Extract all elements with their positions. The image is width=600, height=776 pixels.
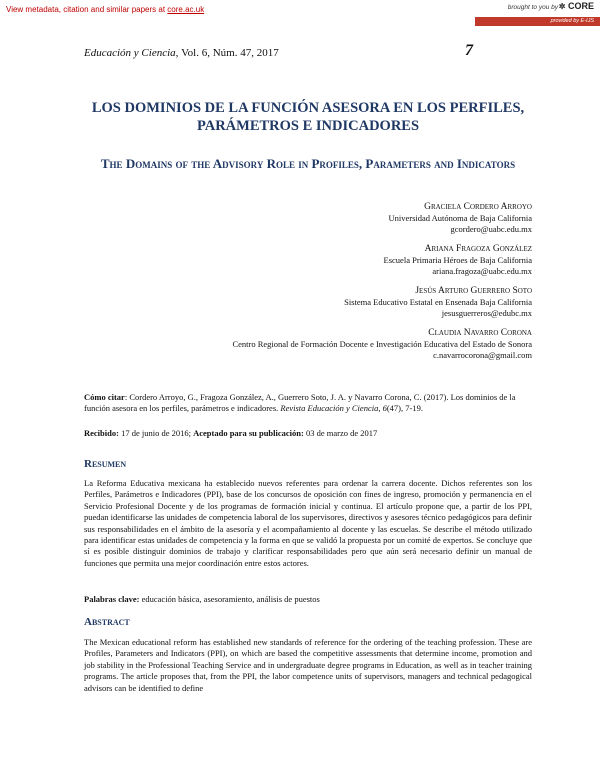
core-metadata-link[interactable]: View metadata, citation and similar papers at core.ac.uk [6, 5, 205, 14]
running-head [84, 47, 279, 59]
core-logo[interactable]: ✲ CORE [558, 1, 594, 11]
citation [84, 392, 532, 414]
core-logo-icon: ✲ [558, 2, 566, 11]
provided-by-label: provided by E-IJS [475, 17, 600, 26]
author-block [150, 286, 532, 319]
citation-text-a: : Cordero Arroyo, G., Fragoza González, A., Guerrero Soto, J. A. y Navarro Corona, C. (2017). Los dominios de la función asesora en los perfiles, parámetros e indicadores. [84, 392, 516, 413]
title-spanish: LOS DOMINIOS DE LA FUNCIÓN ASESORA EN LOS PERFILES, PARÁMETROS E INDICADORES [91, 100, 525, 134]
brought-by-label: brought to you by [507, 4, 558, 11]
author-affiliation: Escuela Primaria Héroes de Baja California [383, 255, 532, 265]
author-name: Graciela Cordero Arroyo [424, 202, 532, 212]
journal-volume: Vol. 6, Núm. 47, 2017 [181, 47, 279, 59]
abstract-text: The Mexican educational reform has established new standards of reference for the ordering of the teaching profession. These are Profiles, Parameters and Indicators (PPI), on which are based the competitive assessments that determine income, promotion and job stability in the Professional Teaching Service and in undergraduate degree programs in Education, as well as in teacher training programs. The article proposes that, from the PPI, the labor competence units of supervisors, managers and technical pedagogical advisors can be identified to define [84, 637, 532, 693]
author-name: Claudia Navarro Corona [428, 328, 532, 338]
author-affiliation: Universidad Autónoma de Baja California [388, 213, 532, 223]
core-banner [0, 0, 600, 28]
citation-text-b: (47), 7-19. [386, 403, 423, 413]
dates-line [84, 428, 532, 438]
author-list [150, 202, 532, 370]
accepted-label: Aceptado para su publicación: [193, 428, 304, 438]
accepted-date: 03 de marzo de 2017 [305, 428, 378, 438]
author-affiliation: Sistema Educativo Estatal en Ensenada Baja California [344, 297, 532, 307]
citation-journal: Revista Educación y Ciencia, 6 [280, 403, 387, 413]
author-email[interactable]: jesusguerreros@edubc.mx [441, 308, 532, 318]
keywords-label: Palabras clave: [84, 594, 140, 604]
author-email[interactable]: ariana.fragoza@uabc.edu.mx [432, 266, 532, 276]
journal-name: Educación y Ciencia, [84, 47, 179, 59]
author-block [150, 328, 532, 361]
author-name: Jesús Arturo Guerrero Soto [415, 286, 532, 296]
keywords-text: educación básica, asesoramiento, análisis de puestos [141, 594, 320, 604]
author-block [150, 202, 532, 235]
received-date: 17 de junio de 2016; [121, 428, 191, 438]
author-name: Ariana Fragoza González [424, 244, 532, 254]
page-number: 7 [465, 42, 473, 59]
citation-label: Cómo citar [84, 392, 125, 402]
title-english: The Domains of the Advisory Role in Profiles, Parameters and Indicators [100, 156, 516, 171]
author-email[interactable]: c.navarrocorona@gmail.com [433, 350, 532, 360]
received-label: Recibido: [84, 428, 119, 438]
author-block [150, 244, 532, 277]
resumen-heading: Resumen [84, 458, 127, 470]
abstract-heading: Abstract [84, 616, 130, 628]
author-email[interactable]: gcordero@uabc.edu.mx [450, 224, 532, 234]
resumen-text: La Reforma Educativa mexicana ha establecido nuevos referentes para ordenar la carrera docente. Dichos referentes son los Perfiles, Parámetros e Indicadores (PPI), base de los concursos de oposición con fines de ingreso, promoción y permanencia en el Servicio Profesional Docente y de los programas de formación inicial y continua. El artículo propone que, a partir de los PPI, puedan identificarse las unidades de competencia laboral de los supervisores, directivos y asesores técnico pedagógicos para definir sus responsabilidades en el ámbito de la asesoría y el acompañamiento al docente y las escuelas. Se describe el método utilizado para identificar estas unidades de competencia y la forma en que se validó la propuesta por un comité de expertos. Se concluye que sí es posible distinguir dominios de trabajo y clarificar responsabilidades pero que aún será necesario definir un manual de funciones que permita una mejor coordinación entre estos actores. [84, 478, 532, 568]
author-affiliation: Centro Regional de Formación Docente e Investigación Educativa del Estado de Sonora [232, 339, 532, 349]
keywords-line [84, 594, 532, 604]
